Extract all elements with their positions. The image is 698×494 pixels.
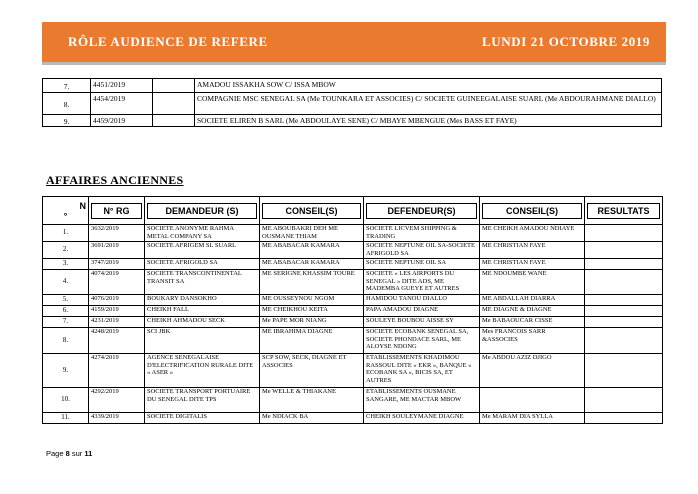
empty-cell [153,115,195,127]
row-conseil-demandeur: ME SERIGNE KHASSIM TOURE [260,270,364,295]
row-rg: 3747/2019 [89,259,145,270]
row-demandeur: SCI JBK [145,328,260,354]
row-conseil-defendeur: Me ABDOU AZIZ DJIGO [480,354,585,388]
row-conseil-defendeur: Me BABAOUCAR CISSE [480,317,585,328]
table-row [43,259,663,270]
row-number: 5. [43,295,89,306]
row-resultat[interactable] [585,225,663,242]
case-rg: 4459/2019 [91,115,153,127]
top-cases-table [42,78,662,127]
table-row [43,354,663,388]
row-rg: 4339/2019 [89,413,145,424]
row-rg: 4274/2019 [89,354,145,388]
table-row [43,115,662,127]
row-defendeur: SOCIETE LICVEM SHIPPING & TRADING [364,225,480,242]
case-parties: SOCIETE ELIREN B SARL (Me ABDOULAYE SENE) C/ MBAYE MBENGUE (Mes BASS ET FAYE) [195,115,662,127]
table-row [43,388,663,413]
row-conseil-demandeur: SCP SOW, SECK, DIAGNE ET ASSOCIES [260,354,364,388]
page-counter: Page 8 sur 11 [46,449,93,458]
row-defendeur: CHEIKH SOULEYMANE DIAGNE [364,413,480,424]
empty-cell [153,93,195,115]
row-demandeur: SOCIETE TRANSCONTINENTAL TRANSIT SA [145,270,260,295]
case-parties: AMADOU ISSAKHA SOW C/ ISSA MBOW [195,79,662,93]
row-demandeur: SOCIETE ANONYME RAHMA METAL COMPANY SA [145,225,260,242]
col-conseil-demandeur: CONSEIL(S) [260,197,364,225]
row-resultat[interactable] [585,242,663,259]
row-rg: 4292/2019 [89,388,145,413]
row-rg: 4248/2019 [89,328,145,354]
col-resultats: RESULTATS [585,197,663,225]
row-defendeur: ETABLISSEMENTS OUSMANE SANGARE, ME MACTAR MBOW [364,388,480,413]
row-demandeur: CHEIKH FALL [145,306,260,317]
header-banner [42,22,666,62]
row-rg: 4159/2019 [89,306,145,317]
table-row [43,317,663,328]
row-demandeur: CHEIKH AHMADOU SECK [145,317,260,328]
row-defendeur: SOCIETE « LES AIRPORTS DU SENEGAL » DITE ADS, ME MADEMBA GUEYE ET AUTRES [364,270,480,295]
row-conseil-defendeur: ME DIAGNE & DIAGNE [480,306,585,317]
row-resultat[interactable] [585,413,663,424]
old-cases-table [42,196,663,424]
row-demandeur: BOUKARY DANSOKHO [145,295,260,306]
section-title: AFFAIRES ANCIENNES [46,173,184,187]
row-conseil-demandeur: ME ABABACAR KAMARA [260,242,364,259]
row-number: 8. [43,328,89,354]
row-demandeur: SOCIETE TRANSPORT PORTUAIRE DU SENEGAL DITE TPS [145,388,260,413]
row-number: 9. [43,354,89,388]
row-demandeur: SOCIETE AFRIGOLD SA [145,259,260,270]
row-number: 1. [43,225,89,242]
table-row [43,295,663,306]
row-number: 6. [43,306,89,317]
row-conseil-demandeur: Me PAPE MOR NIANG [260,317,364,328]
table-row [43,242,663,259]
row-resultat[interactable] [585,317,663,328]
empty-cell [153,79,195,93]
case-rg: 4451/2019 [91,79,153,93]
row-conseil-defendeur [480,388,585,413]
row-conseil-demandeur: Me WELLE & THIAKANE [260,388,364,413]
row-defendeur: PAPA AMADOU DIAGNE [364,306,480,317]
row-conseil-defendeur: Mes FRANCOIS SARR &ASSOCIES [480,328,585,354]
row-conseil-defendeur: ME CHEIKH AMADOU NDIAYE [480,225,585,242]
case-number: 9. [43,115,91,127]
col-demandeur: DEMANDEUR (S) [145,197,260,225]
row-defendeur: SOCIETE NEPTUNE OIL SA [364,259,480,270]
row-demandeur: SOCIETE DIGITALIS [145,413,260,424]
row-rg: 4074/2019 [89,270,145,295]
row-conseil-demandeur: ME ABABACAR KAMARA [260,259,364,270]
row-number: 3. [43,259,89,270]
row-conseil-demandeur: ME IBRAHIMA DIAGNE [260,328,364,354]
col-number: N ° [43,197,89,225]
row-defendeur: HAMIDOU TANOU DIALLO [364,295,480,306]
row-number: 2. [43,242,89,259]
row-number: 4. [43,270,89,295]
col-rg: N° RG [89,197,145,225]
row-conseil-demandeur: Me NDIACK BA [260,413,364,424]
table-row [43,306,663,317]
row-number: 11. [43,413,89,424]
row-resultat[interactable] [585,306,663,317]
row-conseil-defendeur: ME CHRISTIAN FAYE [480,259,585,270]
row-demandeur: SOCIETE AFRIGEM SL SUARL [145,242,260,259]
table-row [43,93,662,115]
case-parties: COMPAGNIE MSC SENEGAL SA (Me TOUNKARA ET ASSOCIES) C/ SOCIETE GUINEEGALAISE SUARL (Me ABDOURAHMANE DIALLO) [195,93,662,115]
row-defendeur: SOCIETE ECOBANK SENEGAL SA, SOCIETE PHONDACE SARL, ME ALOYSE NDONG [364,328,480,354]
row-resultat[interactable] [585,354,663,388]
row-number: 7. [43,317,89,328]
row-rg: 3632/2019 [89,225,145,242]
row-defendeur: SOULEYE BOUBOU AISSE SY [364,317,480,328]
row-resultat[interactable] [585,259,663,270]
row-demandeur: AGENCE SENEGALAISE D'ELECTRIFICATION RURALE DITE « ASER » [145,354,260,388]
col-conseil-defendeur: CONSEIL(S) [480,197,585,225]
row-conseil-demandeur: ME OUSSEYNOU NGOM [260,295,364,306]
row-resultat[interactable] [585,270,663,295]
table-row [43,225,663,242]
hearing-date: LUNDI 21 OCTOBRE 2019 [481,34,650,49]
row-rg: 4076/2019 [89,295,145,306]
table-row [43,328,663,354]
row-resultat[interactable] [585,388,663,413]
table-row [43,79,662,93]
row-conseil-defendeur: ME ABDALLAH DIARRA [480,295,585,306]
row-resultat[interactable] [585,295,663,306]
case-number: 8. [43,93,91,115]
row-rg: 4231/2019 [89,317,145,328]
role-title: RÔLE AUDIENCE DE REFERE [68,34,268,49]
table-row [43,270,663,295]
table-row [43,413,663,424]
row-resultat[interactable] [585,328,663,354]
row-defendeur: ETABLISSEMENTS KHADIMOU RASSOUL DITE « EKR », BANQUE « ECOBANK SA », BICIS SA, ET AUTRES [364,354,480,388]
row-conseil-demandeur: ME ABOUBAKRI DEH ME OUSMANE THIAM [260,225,364,242]
case-number: 7. [43,79,91,93]
row-defendeur: SOCIETE NEPTUNE OIL SA-SOCIETE AFRIGOLD SA [364,242,480,259]
row-number: 10. [43,388,89,413]
row-conseil-defendeur: ME CHRISTIAN FAYE [480,242,585,259]
row-conseil-defendeur: Me MARAM DIA SYLLA [480,413,585,424]
row-rg: 3691/2019 [89,242,145,259]
col-defendeur: DEFENDEUR(S) [364,197,480,225]
row-conseil-defendeur: ME NDOUMBE WANE [480,270,585,295]
case-rg: 4454/2019 [91,93,153,115]
header-row [43,197,663,225]
row-conseil-demandeur: ME CHEIKHOU KEITA [260,306,364,317]
